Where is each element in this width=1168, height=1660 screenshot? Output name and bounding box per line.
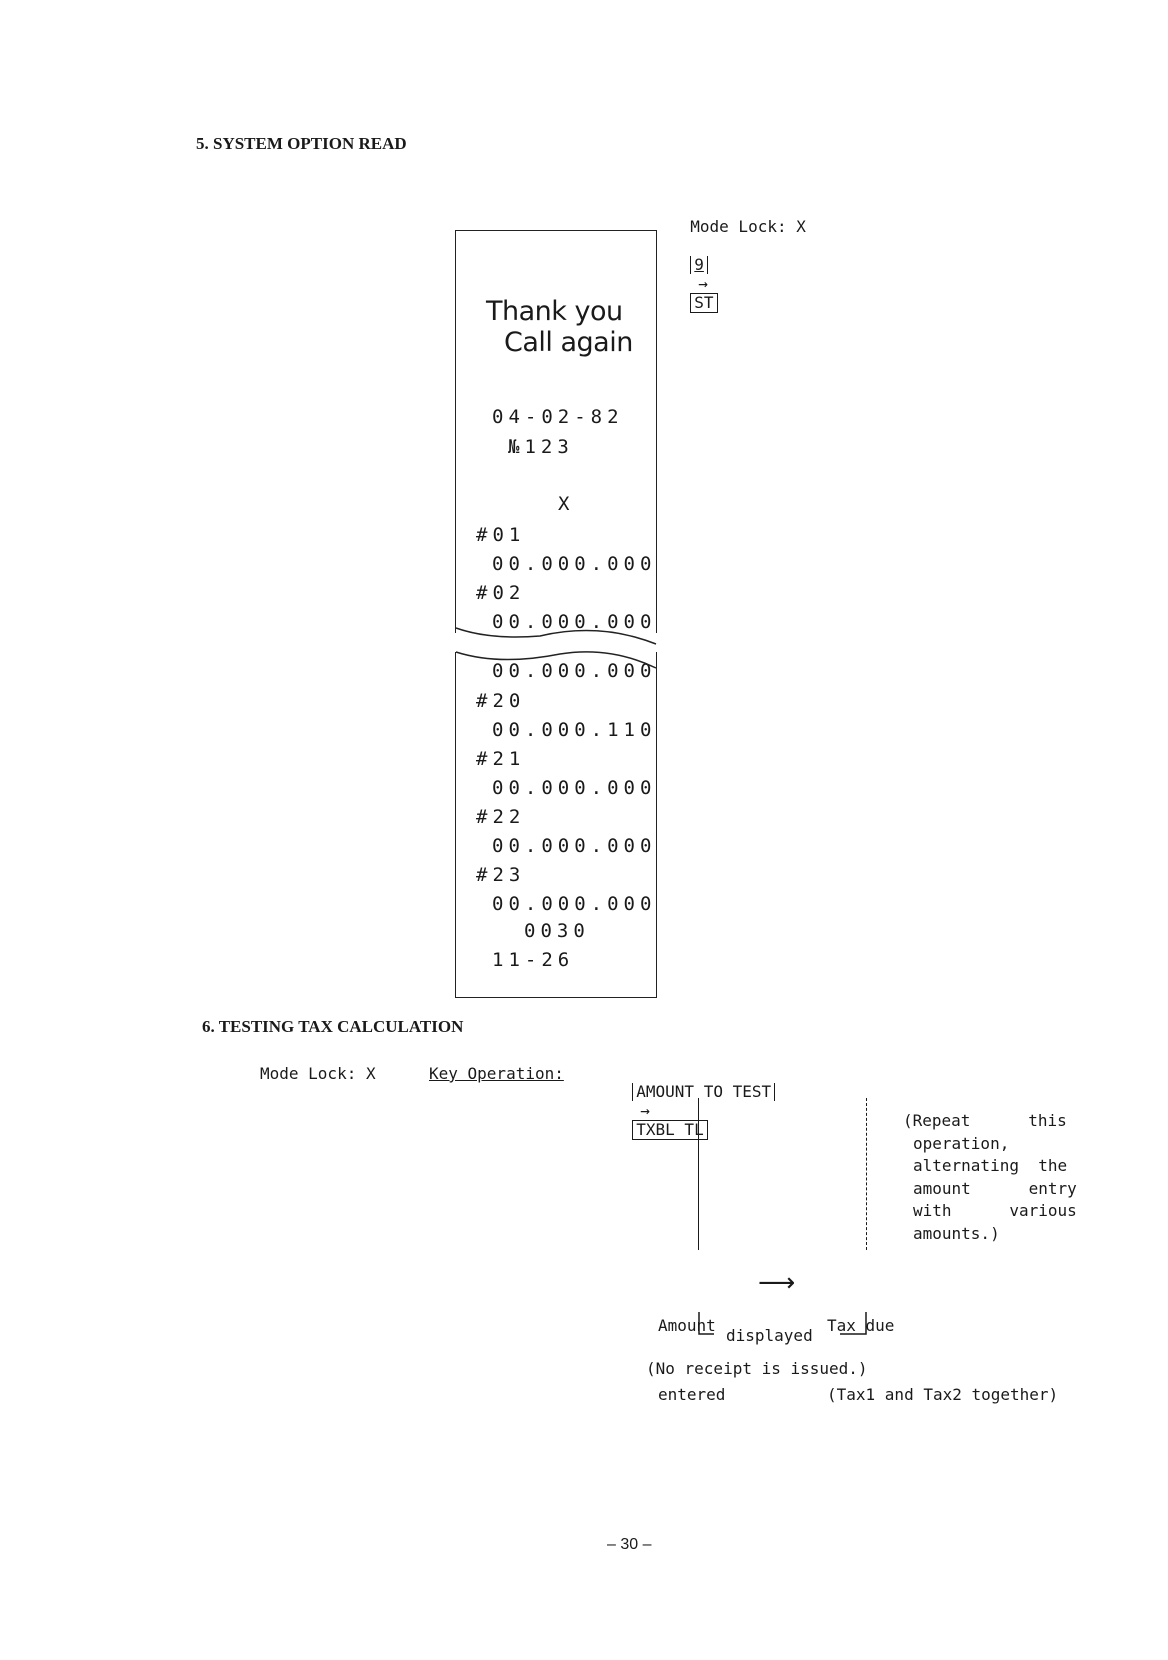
tax1-tax2-line: (Tax1 and Tax2 together) [827, 1385, 1059, 1404]
key-operation-sequence [613, 1063, 775, 1140]
receipt-row-value: 00.000.000 [492, 835, 657, 857]
key-st: ST [690, 293, 717, 313]
receipt-row-label: #22 [476, 806, 526, 828]
amount-entered-label [658, 1268, 725, 1429]
section-5-title: 5. SYSTEM OPTION READ [196, 134, 407, 153]
repeat-note-line: operation, [913, 1133, 1010, 1153]
receipt-row-label: #23 [476, 864, 526, 886]
repeat-note [903, 1110, 1077, 1245]
repeat-note-line: with various [913, 1201, 1077, 1220]
section-6-title: 6. TESTING TAX CALCULATION [202, 1017, 464, 1036]
repeat-note-line: alternating the [913, 1156, 1068, 1175]
receipt-value-row: 00.000.000 [492, 660, 657, 682]
amount-connector-line [698, 1098, 699, 1250]
displayed-label: displayed [726, 1326, 813, 1345]
mode-lock-label: Mode Lock: X [690, 217, 806, 236]
key-txbl-tl: TXBL TL [632, 1120, 707, 1140]
receipt-row-value: 00.000.000 [492, 553, 657, 575]
receipt-tear-bottom [450, 644, 662, 674]
receipt-call-again: Call again [504, 327, 633, 358]
arrow-icon: → [640, 1101, 650, 1120]
receipt-row-label: #02 [476, 582, 526, 604]
receipt-row-label: #01 [476, 524, 526, 546]
receipt-bottom [455, 652, 657, 998]
receipt-counter: 0030 [524, 920, 590, 942]
receipt-tear-top [450, 612, 662, 646]
entered-label-line: entered [658, 1385, 726, 1404]
mode-lock-instruction-5 [671, 198, 806, 313]
receipt-row-value: 00.000.000 [492, 777, 657, 799]
tax-due-label [827, 1268, 1058, 1429]
arrow-icon: → [698, 274, 708, 293]
receipt-time: 11-26 [492, 949, 575, 971]
tax-connector-line [866, 1098, 867, 1250]
receipt-row-label: #20 [476, 690, 526, 712]
mode-lock-label-6: Mode Lock: X [260, 1064, 376, 1083]
amount-label-line: Amount [658, 1316, 716, 1335]
key-9: 9 [690, 256, 708, 274]
repeat-note-line: amounts.) [913, 1223, 1000, 1243]
key-amount-to-test: AMOUNT TO TEST [632, 1083, 775, 1101]
tax-due-line: Tax due [827, 1316, 895, 1335]
receipt-mode: X [558, 493, 575, 515]
receipt-top [455, 230, 657, 633]
no-receipt-note: (No receipt is issued.) [646, 1359, 868, 1378]
receipt-thank-you: Thank you [486, 296, 623, 327]
receipt-row-value: 00.000.000 [492, 611, 657, 633]
repeat-note-line: amount entry [913, 1178, 1077, 1198]
receipt-number: №123 [508, 436, 574, 458]
flow-arrow-icon: ⟶ [758, 1268, 796, 1298]
key-operation-label: Key Operation: [429, 1064, 564, 1083]
page-number: – 30 – [607, 1536, 652, 1553]
receipt-date: 04-02-82 [492, 406, 624, 428]
receipt-row-value: 00.000.110 [492, 719, 657, 741]
repeat-note-line: (Repeat this [903, 1111, 1067, 1130]
receipt-row-value: 00.000.000 [492, 893, 657, 915]
receipt-row-label: #21 [476, 748, 526, 770]
